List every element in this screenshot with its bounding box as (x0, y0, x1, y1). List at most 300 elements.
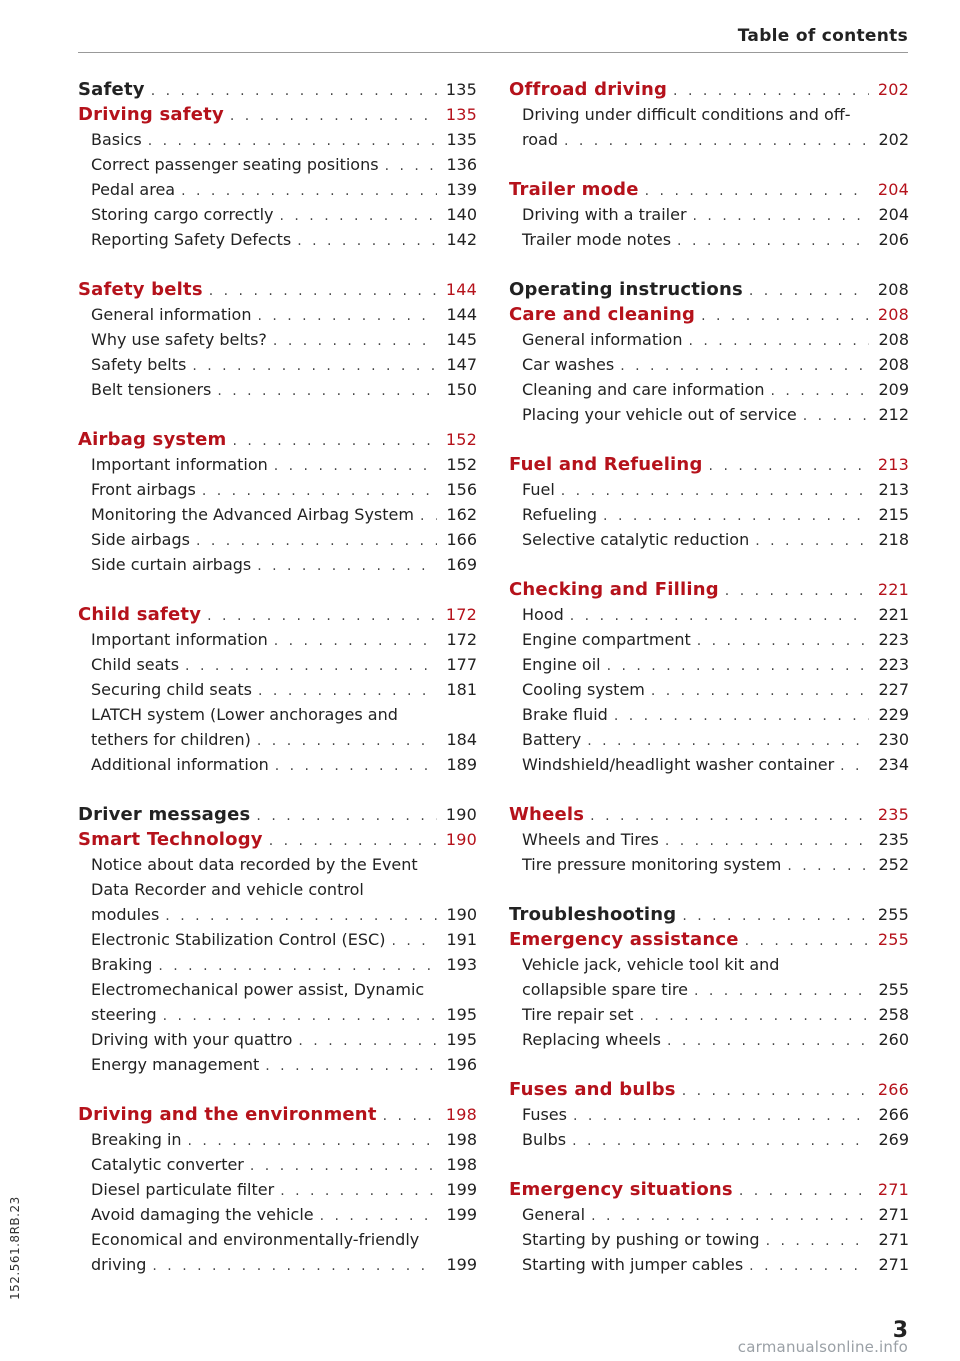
toc-page-number: 152 (445, 430, 477, 449)
dot-leader (603, 504, 869, 529)
dot-leader (688, 329, 869, 354)
toc-entry-label: Child seats (91, 655, 180, 674)
toc-section-entry[interactable] (78, 527, 477, 552)
toc-page-number: 139 (446, 180, 477, 199)
page-header-title: Table of contents (737, 26, 908, 46)
dot-leader (840, 754, 869, 779)
toc-entry-continuation[interactable] (78, 1227, 477, 1252)
toc-entry-label: Catalytic converter (91, 1155, 244, 1174)
toc-entry-label: Brake fluid (522, 705, 608, 724)
toc-entry-label: Belt tensioners (91, 380, 212, 399)
toc-section-entry[interactable] (509, 852, 909, 877)
toc-entry-label: Tire pressure monitoring system (522, 855, 782, 874)
toc-page-number: 206 (878, 230, 909, 249)
toc-entry-label: Additional information (91, 755, 269, 774)
dot-leader (420, 504, 437, 529)
toc-section-entry[interactable] (78, 477, 477, 502)
dot-leader (682, 1079, 869, 1104)
toc-page-number: 198 (446, 1130, 477, 1149)
toc-entry-label: Windshield/headlight washer container (522, 755, 835, 774)
toc-entry-label: Economical and environmentally-friendly (91, 1230, 420, 1249)
dot-leader (665, 829, 869, 854)
toc-page-number: 198 (445, 1105, 477, 1124)
toc-entry-label: Important information (91, 630, 268, 649)
toc-entry-label: Electronic Stabilization Control (ESC) (91, 930, 386, 949)
toc-entry-label: Wheels (509, 804, 585, 825)
dot-leader (217, 379, 437, 404)
toc-entry-label: Offroad driving (509, 79, 668, 100)
toc-entry-label: Trailer mode notes (522, 230, 672, 249)
toc-entry-label: Reporting Safety Defects (91, 230, 292, 249)
toc-chapter-entry[interactable] (509, 277, 909, 302)
dot-leader (607, 654, 869, 679)
toc-chapter-entry[interactable] (78, 77, 477, 102)
toc-section-entry[interactable] (78, 202, 477, 227)
toc-page-number: 172 (445, 605, 477, 624)
toc-page-number: 271 (877, 1180, 909, 1199)
toc-entry-continuation[interactable] (78, 702, 477, 727)
toc-page-number: 208 (878, 355, 909, 374)
dot-leader (667, 1029, 869, 1054)
dot-leader (275, 754, 437, 779)
toc-section-entry[interactable] (509, 402, 909, 427)
toc-section-entry[interactable] (509, 1002, 909, 1027)
toc-entry-label: LATCH system (Lower anchorages and (91, 705, 398, 724)
dot-leader (573, 1104, 869, 1129)
toc-chapter-entry[interactable] (78, 602, 477, 627)
toc-page-number: 223 (878, 630, 909, 649)
dot-leader (256, 804, 437, 829)
dot-leader (181, 179, 437, 204)
toc-entry-label: Front airbags (91, 480, 196, 499)
toc-section-entry[interactable] (509, 477, 909, 502)
toc-chapter-entry[interactable] (78, 802, 477, 827)
toc-section-entry[interactable] (78, 227, 477, 252)
dot-leader (280, 1179, 437, 1204)
toc-section-entry[interactable] (78, 502, 477, 527)
toc-section-entry[interactable] (78, 902, 477, 927)
dot-leader (570, 604, 869, 629)
toc-page-number: 193 (446, 955, 477, 974)
toc-page-number: 235 (878, 830, 909, 849)
dot-leader (709, 454, 869, 479)
toc-entry-label: Safety belts (91, 355, 187, 374)
toc-entry-label: Energy management (91, 1055, 260, 1074)
toc-entry-label: Driving under difficult conditions and off- (522, 105, 851, 124)
dot-leader (749, 279, 869, 304)
toc-entry-continuation[interactable] (509, 952, 909, 977)
dot-leader (645, 179, 869, 204)
toc-page-number: 204 (878, 205, 909, 224)
toc-entry-label: General information (522, 330, 683, 349)
dot-leader (297, 229, 437, 254)
toc-page-number: 255 (877, 905, 909, 924)
toc-chapter-entry[interactable] (509, 452, 909, 477)
toc-entry-label: Wheels and Tires (522, 830, 659, 849)
toc-entry-label: Battery (522, 730, 582, 749)
toc-page-number: 208 (877, 305, 909, 324)
dot-leader (257, 304, 437, 329)
toc-chapter-entry[interactable] (509, 1077, 909, 1102)
toc-entry-label: Safety belts (78, 279, 203, 300)
toc-section-entry[interactable] (509, 827, 909, 852)
toc-entry-label: Cooling system (522, 680, 645, 699)
dot-leader (202, 479, 437, 504)
toc-page-number: 213 (877, 455, 909, 474)
toc-entry-continuation[interactable] (78, 977, 477, 1002)
toc-page-number: 208 (877, 280, 909, 299)
toc-entry-continuation[interactable] (78, 877, 477, 902)
dot-leader (196, 529, 437, 554)
dot-leader (572, 1129, 869, 1154)
dot-leader (749, 1254, 869, 1279)
toc-entry-label: Emergency situations (509, 1179, 733, 1200)
toc-entry-continuation[interactable] (509, 102, 909, 127)
toc-page-number: 235 (877, 805, 909, 824)
toc-page-number: 223 (878, 655, 909, 674)
toc-page-number: 215 (878, 505, 909, 524)
dot-leader (614, 704, 869, 729)
toc-section-entry[interactable] (78, 152, 477, 177)
dot-leader (165, 904, 437, 929)
toc-chapter-entry[interactable] (78, 277, 477, 302)
toc-entry-label: Airbag system (78, 429, 227, 450)
toc-section-entry[interactable] (78, 452, 477, 477)
toc-page-number: 198 (446, 1155, 477, 1174)
dot-leader (207, 604, 437, 629)
toc-entry-label: Vehicle jack, vehicle tool kit and (522, 955, 780, 974)
toc-page-number: 271 (878, 1255, 909, 1274)
toc-section-entry[interactable] (78, 1202, 477, 1227)
toc-page-number: 144 (446, 305, 477, 324)
toc-entry-label: Driving safety (78, 104, 224, 125)
toc-entry-label: Fuses and bulbs (509, 1079, 676, 1100)
dot-leader (230, 104, 437, 129)
toc-entry-label: Braking (91, 955, 153, 974)
toc-section-entry[interactable] (78, 377, 477, 402)
toc-section-entry[interactable] (509, 627, 909, 652)
toc-page-number: 221 (878, 605, 909, 624)
toc-section-entry[interactable] (509, 202, 909, 227)
toc-entry-label: Why use safety belts? (91, 330, 267, 349)
toc-section-entry[interactable] (78, 302, 477, 327)
dot-leader (273, 329, 437, 354)
toc-section-entry[interactable] (509, 602, 909, 627)
toc-chapter-entry[interactable] (509, 302, 909, 327)
toc-entry-label: Bulbs (522, 1130, 567, 1149)
toc-section-entry[interactable] (509, 502, 909, 527)
toc-section-entry[interactable] (509, 352, 909, 377)
toc-section-entry[interactable] (509, 652, 909, 677)
dot-leader (152, 1254, 437, 1279)
dot-leader (257, 729, 437, 754)
toc-entry-label: Driving with your quattro (91, 1030, 293, 1049)
dot-leader (591, 1204, 869, 1229)
toc-section-entry[interactable] (78, 1127, 477, 1152)
toc-entry-label: road (522, 130, 558, 149)
toc-page-number: 227 (878, 680, 909, 699)
toc-entry-label: Storing cargo correctly (91, 205, 274, 224)
toc-entry-label: steering (91, 1005, 157, 1024)
toc-chapter-entry[interactable] (509, 577, 909, 602)
toc-page-number: 181 (446, 680, 477, 699)
toc-section-entry[interactable] (509, 327, 909, 352)
toc-chapter-entry[interactable] (78, 827, 477, 852)
toc-entry-label: Data Recorder and vehicle control (91, 880, 364, 899)
dot-leader (620, 354, 869, 379)
dot-leader (651, 679, 869, 704)
dot-leader (274, 629, 437, 654)
toc-page-number: 135 (445, 80, 477, 99)
toc-entry-label: Driving with a trailer (522, 205, 687, 224)
dot-leader (755, 529, 869, 554)
dot-leader (257, 554, 437, 579)
toc-page-number: 191 (446, 930, 477, 949)
dot-leader (391, 929, 437, 954)
dot-leader (269, 829, 437, 854)
toc-entry-label: Placing your vehicle out of service (522, 405, 797, 424)
toc-section-entry[interactable] (78, 952, 477, 977)
toc-page-number: 202 (878, 130, 909, 149)
dot-leader (673, 79, 869, 104)
toc-section-entry[interactable] (78, 752, 477, 777)
toc-entry-label: Starting by pushing or towing (522, 1230, 760, 1249)
toc-entry-label: tethers for children) (91, 730, 251, 749)
toc-page-number: 255 (878, 980, 909, 999)
dot-leader (185, 654, 437, 679)
dot-leader (320, 1204, 437, 1229)
dot-leader (561, 479, 869, 504)
toc-entry-label: Engine compartment (522, 630, 691, 649)
dot-leader (766, 1229, 869, 1254)
dot-leader (587, 729, 869, 754)
dot-leader (233, 429, 438, 454)
toc-page-number: 266 (877, 1080, 909, 1099)
toc-section-entry[interactable] (78, 127, 477, 152)
dot-leader (694, 979, 869, 1004)
toc-section-entry[interactable] (78, 677, 477, 702)
toc-page-number: 144 (445, 280, 477, 299)
dot-leader (298, 1029, 437, 1054)
toc-entry-label: Driver messages (78, 804, 251, 825)
dot-leader (265, 1054, 437, 1079)
dot-leader (158, 954, 437, 979)
toc-page-number: 162 (446, 505, 477, 524)
toc-page-number: 166 (446, 530, 477, 549)
toc-page-number: 135 (445, 105, 477, 124)
toc-entry-label: Replacing wheels (522, 1030, 661, 1049)
toc-chapter-entry[interactable] (509, 902, 909, 927)
dot-leader (192, 354, 437, 379)
toc-section-entry[interactable] (509, 1102, 909, 1127)
toc-section-entry[interactable] (509, 702, 909, 727)
toc-entry-label: Child safety (78, 604, 202, 625)
toc-entry-label: Selective catalytic reduction (522, 530, 750, 549)
document-code: 152.561.8RB.23 (8, 1196, 22, 1300)
dot-leader (383, 1104, 437, 1129)
toc-page-number: 142 (446, 230, 477, 249)
dot-leader (693, 204, 869, 229)
dot-leader (639, 1004, 869, 1029)
toc-section-entry[interactable] (509, 1202, 909, 1227)
toc-entry-label: Side curtain airbags (91, 555, 252, 574)
dot-leader (682, 904, 869, 929)
dot-leader (725, 579, 869, 604)
dot-leader (803, 404, 869, 429)
toc-page-number: 208 (878, 330, 909, 349)
toc-section-entry[interactable] (78, 327, 477, 352)
toc-entry-label: Tire repair set (522, 1005, 634, 1024)
toc-section-entry[interactable] (509, 677, 909, 702)
toc-entry-label: Hood (522, 605, 564, 624)
toc-entry-label: General (522, 1205, 586, 1224)
toc-section-entry[interactable] (509, 1127, 909, 1152)
toc-section-entry[interactable] (509, 127, 909, 152)
toc-page-number: 196 (446, 1055, 477, 1074)
watermark-text: carmanualsonline.info (737, 1338, 908, 1356)
toc-entry-label: Fuel (522, 480, 555, 499)
dot-leader (590, 804, 869, 829)
dot-leader (677, 229, 869, 254)
toc-entry-label: Care and cleaning (509, 304, 696, 325)
toc-section-entry[interactable] (509, 752, 909, 777)
toc-page-number: 147 (446, 355, 477, 374)
toc-entry-label: Safety (78, 79, 145, 100)
toc-page-number: 234 (878, 755, 909, 774)
toc-section-entry[interactable] (78, 552, 477, 577)
toc-page-number: 136 (446, 155, 477, 174)
toc-page-number: 140 (446, 205, 477, 224)
toc-entry-label: Fuses (522, 1105, 567, 1124)
toc-section-entry[interactable] (509, 1227, 909, 1252)
dot-leader (739, 1179, 869, 1204)
toc-entry-label: Breaking in (91, 1130, 182, 1149)
toc-page-number: 266 (878, 1105, 909, 1124)
dot-leader (745, 929, 869, 954)
toc-section-entry[interactable] (509, 1252, 909, 1277)
toc-entry-continuation[interactable] (78, 852, 477, 877)
toc-section-entry[interactable] (78, 1027, 477, 1052)
toc-entry-label: Operating instructions (509, 279, 743, 300)
toc-section-entry[interactable] (509, 227, 909, 252)
toc-section-entry[interactable] (78, 927, 477, 952)
toc-section-entry[interactable] (78, 727, 477, 752)
toc-entry-label: Cleaning and care information (522, 380, 765, 399)
toc-entry-label: Checking and Filling (509, 579, 719, 600)
dot-leader (163, 1004, 437, 1029)
dot-leader (385, 154, 437, 179)
toc-page-number: 195 (446, 1030, 477, 1049)
toc-entry-label: Pedal area (91, 180, 176, 199)
toc-section-entry[interactable] (78, 627, 477, 652)
toc-entry-label: Electromechanical power assist, Dynamic (91, 980, 425, 999)
toc-entry-label: Important information (91, 455, 268, 474)
toc-entry-label: Notice about data recorded by the Event (91, 855, 418, 874)
toc-entry-label: Monitoring the Advanced Airbag System (91, 505, 414, 524)
toc-section-entry[interactable] (78, 352, 477, 377)
dot-leader (701, 304, 869, 329)
toc-section-entry[interactable] (78, 1252, 477, 1277)
toc-chapter-entry[interactable] (78, 102, 477, 127)
toc-entry-label: Refueling (522, 505, 598, 524)
toc-section-entry[interactable] (78, 177, 477, 202)
toc-entry-label: Emergency assistance (509, 929, 739, 950)
toc-entry-label: modules (91, 905, 160, 924)
toc-section-entry[interactable] (509, 377, 909, 402)
toc-entry-label: Avoid damaging the vehicle (91, 1205, 314, 1224)
toc-entry-label: Car washes (522, 355, 615, 374)
toc-page-number: 255 (877, 930, 909, 949)
toc-section-entry[interactable] (509, 527, 909, 552)
toc-entry-label: Securing child seats (91, 680, 253, 699)
dot-leader (564, 129, 869, 154)
toc-page-number: 202 (877, 80, 909, 99)
toc-page-number: 212 (878, 405, 909, 424)
toc-page-number: 152 (446, 455, 477, 474)
toc-page-number: 199 (446, 1205, 477, 1224)
toc-page-number: 177 (446, 655, 477, 674)
toc-page-number: 229 (878, 705, 909, 724)
toc-page-number: 190 (445, 830, 477, 849)
dot-leader (697, 629, 869, 654)
dot-leader (771, 379, 869, 404)
toc-entry-label: Correct passenger seating positions (91, 155, 379, 174)
toc-entry-label: Starting with jumper cables (522, 1255, 744, 1274)
toc-page-number: 258 (878, 1005, 909, 1024)
toc-section-entry[interactable] (509, 977, 909, 1002)
toc-section-entry[interactable] (509, 727, 909, 752)
toc-section-entry[interactable] (78, 1002, 477, 1027)
toc-left-column (78, 77, 477, 1277)
toc-entry-label: Driving and the environment (78, 1104, 377, 1125)
toc-section-entry[interactable] (509, 1027, 909, 1052)
dot-leader (274, 454, 437, 479)
toc-chapter-entry[interactable] (509, 1177, 909, 1202)
dot-leader (250, 1154, 437, 1179)
toc-entry-label: driving (91, 1255, 147, 1274)
toc-section-entry[interactable] (78, 1152, 477, 1177)
toc-chapter-entry[interactable] (509, 77, 909, 102)
toc-page-number: 189 (446, 755, 477, 774)
toc-entry-label: General information (91, 305, 252, 324)
toc-page-number: 145 (446, 330, 477, 349)
toc-page-number: 135 (446, 130, 477, 149)
toc-entry-label: Fuel and Refueling (509, 454, 703, 475)
toc-chapter-entry[interactable] (509, 927, 909, 952)
toc-page-number: 199 (446, 1255, 477, 1274)
toc-chapter-entry[interactable] (509, 177, 909, 202)
toc-entry-label: Troubleshooting (509, 904, 677, 925)
toc-page-number: 213 (878, 480, 909, 499)
toc-section-entry[interactable] (78, 1177, 477, 1202)
toc-chapter-entry[interactable] (78, 1102, 477, 1127)
toc-entry-label: Trailer mode (509, 179, 639, 200)
toc-section-entry[interactable] (78, 1052, 477, 1077)
toc-page-number: 199 (446, 1180, 477, 1199)
toc-chapter-entry[interactable] (509, 802, 909, 827)
toc-section-entry[interactable] (78, 652, 477, 677)
dot-leader (188, 1129, 437, 1154)
toc-page-number: 195 (446, 1005, 477, 1024)
toc-chapter-entry[interactable] (78, 427, 477, 452)
toc-page-number: 190 (446, 905, 477, 924)
toc-page-number: 190 (445, 805, 477, 824)
toc-page-number: 150 (446, 380, 477, 399)
toc-page-number: 271 (878, 1205, 909, 1224)
toc-page-number: 169 (446, 555, 477, 574)
toc-page-number: 218 (878, 530, 909, 549)
toc-entry-label: Engine oil (522, 655, 601, 674)
